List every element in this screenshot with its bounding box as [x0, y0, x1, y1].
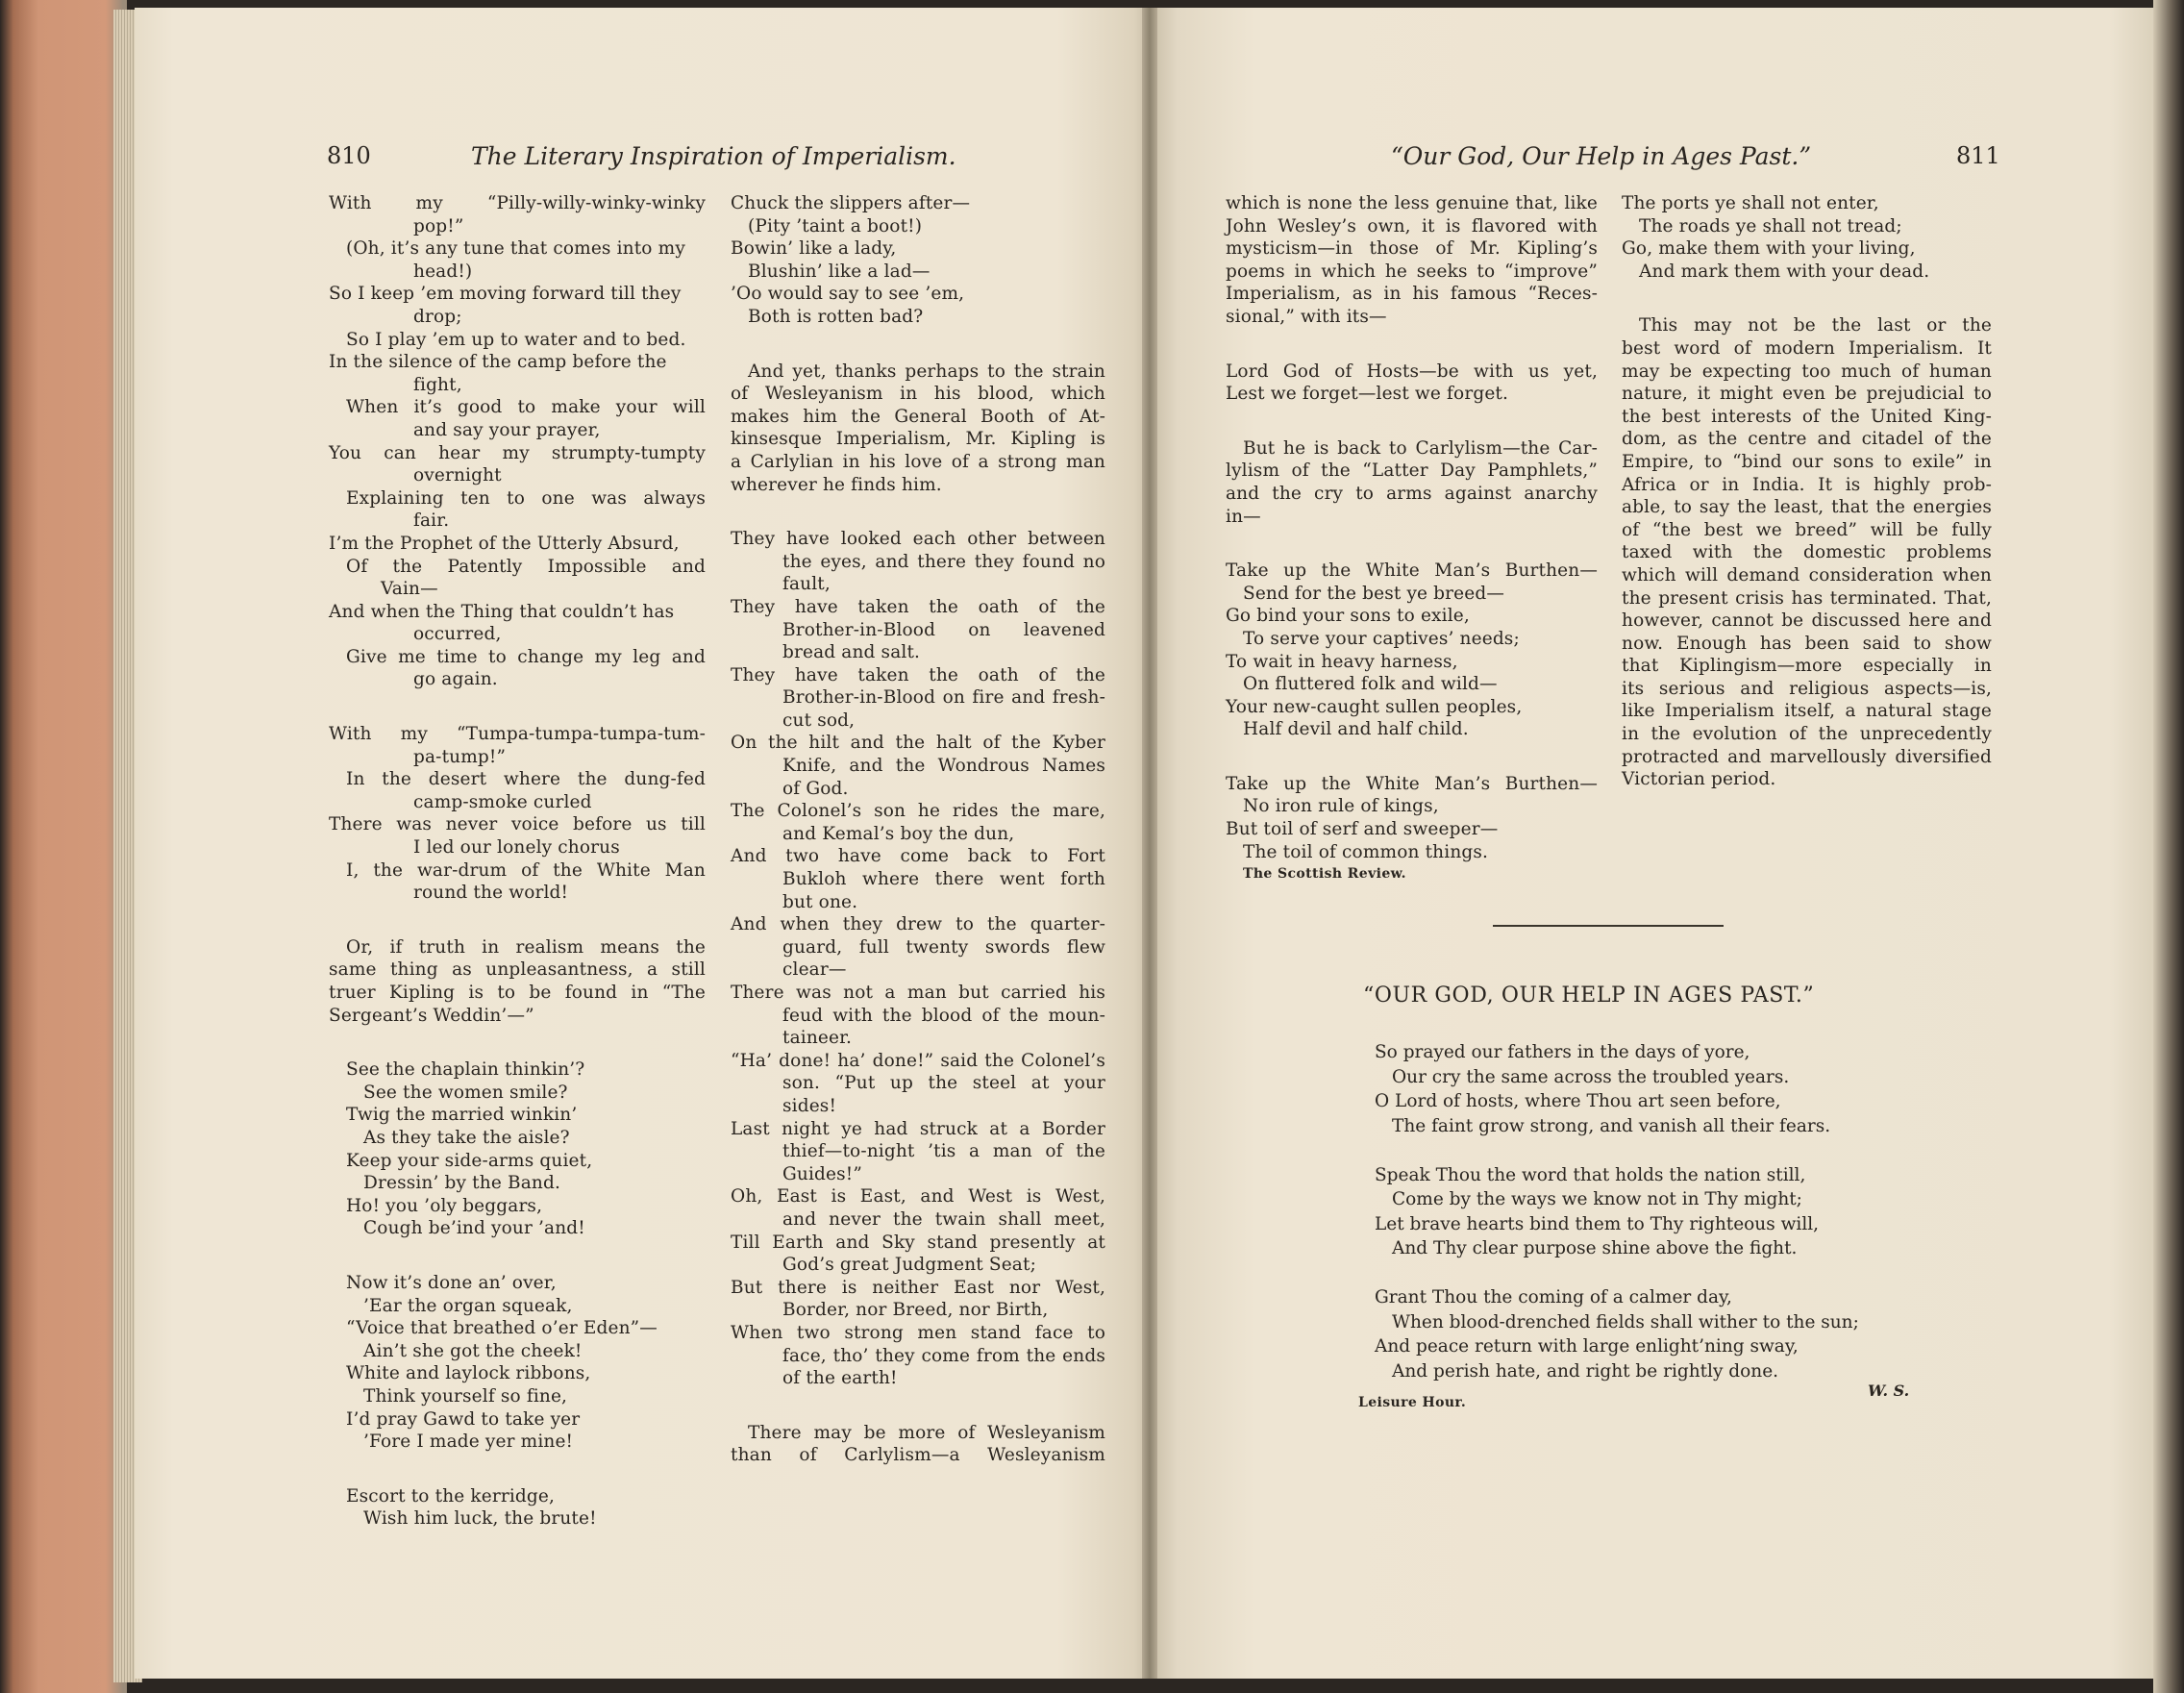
text-line: When it’s good to make your will	[346, 397, 706, 418]
text-line: Dressin’ by the Band.	[363, 1173, 560, 1194]
book-cover-edge	[0, 0, 127, 1693]
text-line: and never the twain shall meet,	[782, 1208, 1105, 1230]
text-line: mysticism—in those of Mr. Kipling’s	[1226, 238, 1598, 260]
text-line: Lord God of Hosts—be with us yet,	[1226, 361, 1598, 382]
stanza-gap	[329, 1240, 706, 1272]
text-line: Blushin’ like a lad—	[748, 261, 931, 282]
text-line: like Imperialism itself, a natural stage	[1622, 701, 1992, 722]
text-line: I’m the Prophet of the Utterly Absurd,	[329, 533, 680, 554]
text-line: This may not be the last or the	[1639, 315, 1992, 336]
poem-line: And perish hate, and right be rightly done.	[1392, 1360, 1779, 1382]
text-line: head!)	[413, 261, 473, 282]
text-line: Now it’s done an’ over,	[346, 1272, 557, 1293]
text-line: Or, if truth in realism means the	[346, 936, 706, 958]
text-line: that Kiplingism—more especially in	[1622, 656, 1992, 677]
text-line: and the cry to arms against anarchy	[1226, 483, 1598, 504]
text-line: Sergeant’s Weddin’—”	[329, 1005, 534, 1026]
text-line: Go bind your sons to exile,	[1226, 606, 1470, 627]
text-line: Wish him luck, the brute!	[363, 1508, 597, 1530]
text-line: than of Carlylism—a Wesleyanism	[731, 1445, 1105, 1466]
text-line: Vain—	[381, 579, 438, 600]
text-line: sides!	[782, 1095, 837, 1116]
text-line: Oh, East is East, and West is West,	[731, 1186, 1105, 1208]
text-line: “Voice that breathed o’er Eden”—	[346, 1318, 658, 1339]
text-line: Of the Patently Impossible and	[346, 556, 706, 577]
text-line: ’Fore I made yer mine!	[363, 1432, 574, 1453]
text-line: Both is rotten bad?	[748, 306, 924, 327]
text-line: but one.	[782, 891, 858, 912]
text-line: So I play ’em up to water and to bed.	[346, 329, 686, 350]
text-line: Guides!”	[782, 1163, 862, 1184]
text-line: face, tho’ they come from the ends	[782, 1345, 1105, 1366]
text-line: fault,	[782, 574, 831, 595]
text-line: There may be more of Wesleyanism	[748, 1422, 1105, 1443]
right-column-1	[1226, 192, 1598, 886]
text-line: As they take the aisle?	[363, 1127, 570, 1148]
text-line: Knife, and the Wondrous Names	[782, 756, 1105, 777]
text-line: however, cannot be discussed here and	[1622, 610, 1992, 632]
text-line: makes him the General Booth of At-	[731, 406, 1105, 427]
stanza-gap	[1226, 406, 1598, 437]
text-line: of God.	[782, 778, 849, 799]
text-line: No iron rule of kings,	[1243, 796, 1439, 817]
poem-line: Grant Thou the coming of a calmer day,	[1375, 1287, 1732, 1307]
stanza-gap	[329, 1027, 706, 1058]
right-column-2	[1622, 192, 1992, 791]
text-line: clear—	[782, 959, 847, 981]
stanza-gap	[329, 691, 706, 723]
text-line: Brother-in-Blood on fire and fresh-	[782, 687, 1105, 709]
text-line: sional,” with its—	[1226, 306, 1387, 327]
text-line: pa-tump!”	[413, 746, 507, 767]
text-line: You can hear my strumpty-tumpty	[329, 442, 706, 463]
text-line: In the desert where the dung-fed	[346, 769, 706, 790]
text-line: a Carlylian in his love of a strong man	[731, 451, 1105, 472]
text-line: ’Oo would say to see ’em,	[731, 284, 965, 305]
text-line: Explaining ten to one was always	[346, 487, 706, 509]
text-line: kinsesque Imperialism, Mr. Kipling is	[731, 429, 1105, 450]
poem-line: Our cry the same across the troubled years.	[1392, 1066, 1790, 1087]
left-column-1	[329, 192, 706, 1531]
text-line: feud with the blood of the moun-	[782, 1005, 1105, 1026]
text-line: “Ha’ done! ha’ done!” said the Colonel’s	[731, 1050, 1105, 1071]
stanza-gap	[1375, 1138, 1859, 1163]
text-line: pop!”	[413, 215, 464, 237]
text-line: So I keep ’em moving forward till they	[329, 284, 682, 305]
text-line: And two have come back to Fort	[731, 846, 1105, 867]
text-line: fair.	[413, 510, 450, 532]
stanza-gap	[1375, 1261, 1859, 1286]
text-line: Border, nor Breed, nor Birth,	[782, 1300, 1049, 1321]
stanza-gap	[1226, 741, 1598, 773]
text-line: in the evolution of the unprecedently	[1622, 724, 1992, 745]
text-line: its serious and religious aspects—is,	[1622, 678, 1992, 699]
text-line: thief—to-night ’tis a man of the	[782, 1141, 1105, 1162]
text-line: Victorian period.	[1622, 769, 1776, 790]
text-line: may be expecting too much of human	[1622, 361, 1992, 382]
text-line: the best interests of the United King-	[1622, 406, 1992, 427]
text-line: In the silence of the camp before the	[329, 352, 667, 373]
text-line: To wait in heavy harness,	[1226, 651, 1458, 672]
poem-line: Let brave hearts bind them to Thy righteous will,	[1375, 1213, 1820, 1234]
text-line: Cough be’ind your ’and!	[363, 1218, 585, 1239]
text-line: White and laylock ribbons,	[346, 1363, 591, 1384]
text-line: best word of modern Imperialism. It	[1622, 337, 1992, 359]
section-divider	[1493, 925, 1724, 927]
poem-line: Come by the ways we know not in Thy might;	[1392, 1189, 1802, 1209]
poem-line: So prayed our fathers in the days of yore,	[1375, 1042, 1750, 1062]
left-page-number: 810	[327, 142, 371, 169]
text-line: The ports ye shall not enter,	[1622, 193, 1879, 213]
text-line: And mark them with your dead.	[1639, 261, 1930, 282]
text-line: To serve your captives’ needs;	[1243, 628, 1520, 649]
text-line: Till Earth and Sky stand presently at	[731, 1232, 1105, 1253]
stanza-gap	[329, 905, 706, 936]
text-line: Half devil and half child.	[1243, 719, 1469, 740]
stanza-gap	[1226, 528, 1598, 560]
text-line: There was not a man but carried his	[731, 983, 1105, 1003]
stanza-gap	[731, 1390, 1105, 1422]
text-line: which is none the less genuine that, like	[1226, 193, 1598, 213]
text-line: I, the war-drum of the White Man	[346, 859, 706, 881]
text-line: Keep your side-arms quiet,	[346, 1150, 593, 1171]
poem-line: When blood-drenched fields shall wither to the sun;	[1392, 1311, 1859, 1332]
poem-signature: W. S.	[1868, 1382, 1910, 1400]
text-line: God’s great Judgment Seat;	[782, 1255, 1036, 1276]
text-line: ’Ear the organ squeak,	[363, 1295, 573, 1316]
text-line: They have looked each other between	[731, 529, 1105, 550]
text-line: With my “Pilly-willy-winky-winky	[329, 193, 706, 213]
text-line: Lest we forget—lest we forget.	[1226, 384, 1509, 405]
poem-title: “OUR GOD, OUR HELP IN AGES PAST.”	[1363, 983, 1815, 1008]
text-line: Africa or in India. It is highly prob-	[1622, 474, 1992, 495]
text-line: Brother-in-Blood on leavened	[782, 619, 1105, 640]
poem-line: O Lord of hosts, where Thou art seen before,	[1375, 1091, 1781, 1111]
text-line: On the hilt and the halt of the Kyber	[731, 733, 1105, 754]
left-running-title: The Literary Inspiration of Imperialism.	[471, 142, 956, 170]
text-line: Go, make them with your living,	[1622, 238, 1916, 260]
text-line: Give me time to change my leg and	[346, 646, 706, 667]
text-line: Take up the White Man’s Burthen—	[1226, 560, 1598, 582]
text-line: son. “Put up the steel at your	[782, 1073, 1105, 1094]
text-line: in—	[1226, 506, 1261, 527]
text-line: And when the Thing that couldn’t has	[329, 601, 675, 622]
text-line: They have taken the oath of the	[731, 664, 1105, 685]
text-line: protracted and marvellously diversified	[1622, 746, 1992, 767]
text-line: And when they drew to the quarter-	[731, 914, 1105, 935]
text-line: The Colonel’s son he rides the mare,	[731, 801, 1105, 822]
text-line: (Oh, it’s any tune that comes into my	[346, 238, 685, 260]
text-line: fight,	[413, 374, 462, 395]
text-line: The toil of common things.	[1243, 841, 1489, 862]
text-line: And yet, thanks perhaps to the strain	[748, 361, 1105, 382]
text-line: See the chaplain thinkin’?	[346, 1059, 585, 1081]
text-line: occurred,	[413, 624, 502, 645]
text-line: When two strong men stand face to	[731, 1322, 1105, 1343]
poem-line: And Thy clear purpose shine above the fight.	[1392, 1238, 1798, 1258]
text-line: There was never voice before us till	[329, 814, 706, 835]
right-page-edge	[2153, 0, 2184, 1693]
text-line: On fluttered folk and wild—	[1243, 674, 1498, 695]
text-line: go again.	[413, 669, 498, 690]
stanza-gap	[1226, 329, 1598, 361]
text-line: truer Kipling is to be found in “The	[329, 983, 706, 1003]
text-line: of the earth!	[782, 1368, 898, 1389]
text-line: Take up the White Man’s Burthen—	[1226, 773, 1598, 794]
left-column-2	[731, 192, 1105, 1467]
text-line: of Wesleyanism in his blood, which	[731, 384, 1105, 405]
text-line: Escort to the kerridge,	[346, 1485, 556, 1506]
text-line: But he is back to Carlylism—the Car-	[1243, 437, 1598, 459]
text-line: poems in which he seeks to “improve”	[1226, 261, 1598, 282]
stanza-gap	[731, 496, 1105, 528]
text-line: But toil of serf and sweeper—	[1226, 819, 1499, 840]
text-line: wherever he finds him.	[731, 474, 942, 495]
text-line: I led our lonely chorus	[413, 837, 620, 859]
text-line: Twig the married winkin’	[346, 1105, 578, 1126]
poem-line: And peace return with large enlight’ning sway,	[1375, 1336, 1799, 1357]
text-line: Imperialism, as in his famous “Reces-	[1226, 284, 1598, 305]
text-line: cut sod,	[782, 710, 856, 731]
poem-line: Speak Thou the word that holds the nation still,	[1375, 1164, 1806, 1185]
text-line: (Pity ’taint a boot!)	[748, 215, 923, 237]
text-line: lylism of the “Latter Day Pamphlets,”	[1226, 461, 1598, 482]
text-line: dom, as the centre and citadel of the	[1622, 429, 1992, 450]
text-line: of “the best we breed” will be fully	[1622, 519, 1992, 540]
text-line: now. Enough has been said to show	[1622, 633, 1992, 654]
stanza-gap	[731, 329, 1105, 361]
text-line: able, to say the least, that the energies	[1622, 497, 1992, 518]
book-gutter	[1142, 8, 1157, 1679]
text-line: The roads ye shall not tread;	[1639, 215, 1902, 237]
stanza-gap	[329, 1454, 706, 1485]
text-line: the eyes, and there they found no	[782, 551, 1105, 572]
text-line: overnight	[413, 465, 502, 486]
text-line: and Kemal’s boy the dun,	[782, 823, 1015, 844]
text-line: Ho! you ’oly beggars,	[346, 1195, 543, 1216]
text-line: drop;	[413, 306, 462, 327]
text-line: round the world!	[413, 883, 569, 904]
text-line: With my “Tumpa-tumpa-tumpa-tum-	[329, 724, 706, 745]
text-line: taxed with the domestic problems	[1622, 542, 1992, 563]
text-line: Last night ye had struck at a Border	[731, 1118, 1105, 1139]
text-line: and say your prayer,	[413, 419, 601, 440]
poem-line: The faint grow strong, and vanish all their fears.	[1392, 1115, 1831, 1136]
text-line: Chuck the slippers after—	[731, 193, 971, 213]
source-credit: The Scottish Review.	[1243, 866, 1406, 883]
right-running-title: “Our God, Our Help in Ages Past.”	[1391, 142, 1812, 170]
poem-source: Leisure Hour.	[1358, 1395, 1467, 1410]
text-line: guard, full twenty swords flew	[782, 936, 1105, 958]
text-line: John Wesley’s own, it is flavored with	[1226, 215, 1598, 237]
text-line: nature, it might even be prejudicial to	[1622, 384, 1992, 405]
text-line: But there is neither East nor West,	[731, 1277, 1105, 1298]
text-line: I’d pray Gawd to take yer	[346, 1408, 581, 1430]
text-line: same thing as unpleasantness, a still	[329, 959, 706, 981]
poem-body	[1375, 1040, 1859, 1383]
text-line: bread and salt.	[782, 642, 921, 663]
text-line: camp-smoke curled	[413, 791, 592, 812]
right-page-number: 811	[1956, 142, 2000, 169]
text-line: Your new-caught sullen peoples,	[1226, 696, 1523, 717]
text-line: Send for the best ye breed—	[1243, 583, 1505, 604]
text-line: Bowin’ like a lady,	[731, 238, 897, 260]
text-line: which will demand consideration when	[1622, 564, 1992, 585]
text-line: Think yourself so fine,	[363, 1385, 568, 1407]
text-line: taineer.	[782, 1028, 853, 1049]
text-line: See the women smile?	[363, 1082, 568, 1103]
text-line: Empire, to “bind our sons to exile” in	[1622, 451, 1992, 472]
text-line: Bukloh where there went forth	[782, 869, 1105, 890]
text-line: the present crisis has terminated. That,	[1622, 587, 1992, 609]
text-line: Ain’t she got the cheek!	[363, 1340, 583, 1361]
stanza-gap	[1622, 283, 1992, 314]
text-line: They have taken the oath of the	[731, 596, 1105, 617]
